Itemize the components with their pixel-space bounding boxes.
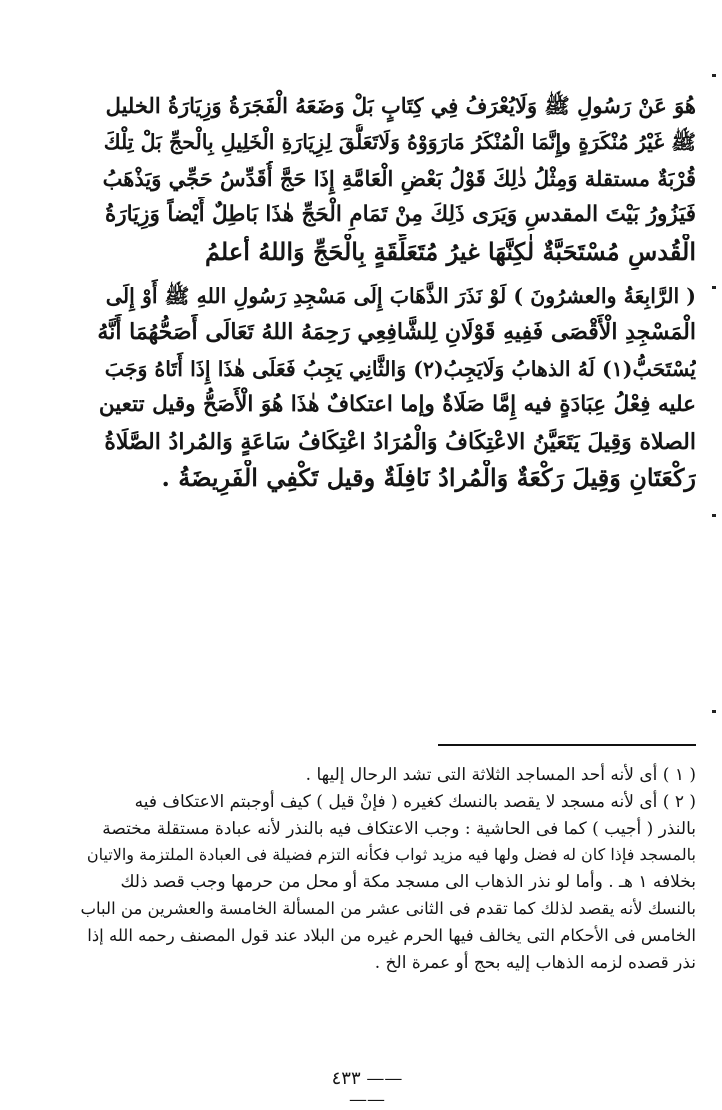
text-line: رَكْعَتَانِ وَقِيلَ رَكْعَةٌ وَالْمُرادُ نَافِلَةٌ وقيل تَكْفِي الْفَرِيضَةُ . [161,462,696,492]
text-line: يُسْتَحَبُّ(١) لَهُ الذهابُ وَلَايَجِبُ(٢) وَالثَّانِي يَجِبُ فَعَلَى هٰذَا إِذَا أَتَاهُ وَجَبَ [104,356,696,381]
footnotes [70,762,696,976]
main-text [96,88,696,496]
footnote-line: ( ١ ) أى لأنه أحد المساجد الثلاثة التى تشد الرحال إليها . [305,765,696,785]
footnote-line: بالمسجد فإذا كان له فضل ولها فيه مزيد ثواب فكأنه التزم فضيلة فى العبادة الملتزمة والاتيان [86,845,696,865]
text-line: الْقُدسِ مُسْتَحَبَّةٌ لٰكِنَّهَا غيرُ مُتَعَلِّقَةٍ بِالْحَجِّ وَاللهُ أعلمُ [204,236,696,266]
page-edge-mark [712,710,716,713]
text-line: عليه فِعْلُ عِبَادَةٍ فيه إِمَّا صَلَاةٌ وإما اعتكافٌ هٰذَا هُوَ الْأَصَحُّ وقيل تتعين [98,392,696,418]
text-line: فَيَزُورُ بَيْتَ المقدسِ وَيَرَى ذَلِكَ مِنْ تَمَامِ الْحَجِّ هٰذَا بَاطِلٌ أَيْضاً وَزِيَارَةُ [104,202,696,228]
footnote-line: بخلافه ١ هـ . وأما لو نذر الذهاب الى مسجد مكة أو محل من حرمها وجب قصد ذلك [120,872,696,893]
text-line: ( الرَّابِعَةُ والعشرُونَ ) لَوْ نَذَرَ الذَّهَابَ إِلَى مَسْجِدِ رَسُولِ اللهِ ﷺ أَوْ إِلَى [105,283,696,308]
footnote-separator [438,744,696,746]
page-edge-mark [712,514,716,517]
text-line: ﷺ غَيْرُ مُنْكَرَةٍ وإِنَّمَا الْمُنْكَرُ مَارَوَوْهُ وَلَاتَعَلُّقَ لِزِيَارَةِ الْخَلِيلِ بِالْحجِّ بَلْ تِلْكَ [103,130,696,155]
text-line: هُوَ عَنْ رَسُولِ ﷺ وَلَايُعْرَفُ فِي كِتَابٍ بَلْ وَضَعَهُ الْفَجَرَةُ وَزِيَارَةُ الخليل [105,93,696,118]
footnote-line: ( ٢ ) أى لأنه مسجد لا يقصد بالنسك كغيره ( فإنْ قيل ) كيف أوجبتم الاعتكاف فيه [134,791,696,812]
page-number: —— ٤٣٣ —— [331,1068,403,1110]
footnote-line: نذر قصده لزمه الذهاب إليه بحج أو عمرة الخ . [374,952,696,973]
text-line: الْمَسْجِدِ الْأَقْصَى فَفِيهِ قَوْلَانِ لِلشَّافِعِي رَحِمَهُ اللهُ تَعَالَى أَصَحُّهُمَا أَنَّهُ [97,319,696,346]
footnote-line: بالنذر ( أجيب ) كما فى الحاشية : وجب الاعتكاف فيه بالنذر لأنه عبادة مستقلة مختصة [102,818,696,839]
page-edge-mark [712,286,716,289]
footnote-line: بالنسك لأنه يقصد لذلك كما تقدم فى الثانى عشر من المسألة الخامسة والعشرين من الباب [80,898,696,918]
text-line: الصلاة وَقِيلَ يَتَعَيَّنُ الاعْتِكَافُ وَالْمُرَادُ اعْتِكَافُ سَاعَةٍ وَالمُرادُ الصَّلَاةُ [104,428,696,455]
footnote-line: الخامس فى الأحكام التى يخالف فيها الحرم غيره من البلاد عند قول المصنف رحمه الله إذا [87,925,696,945]
page-edge-mark [712,74,716,77]
text-line: قُرْبَةٌ مستقلة وَمِثْلُ ذٰلِكَ قَوْلُ بَعْضِ الْعَامَّةِ إِذَا حَجَّ أُقَدِّسُ حَجِّي وَيَذْهَبُ [102,165,696,191]
paragraph-gap [96,270,696,278]
